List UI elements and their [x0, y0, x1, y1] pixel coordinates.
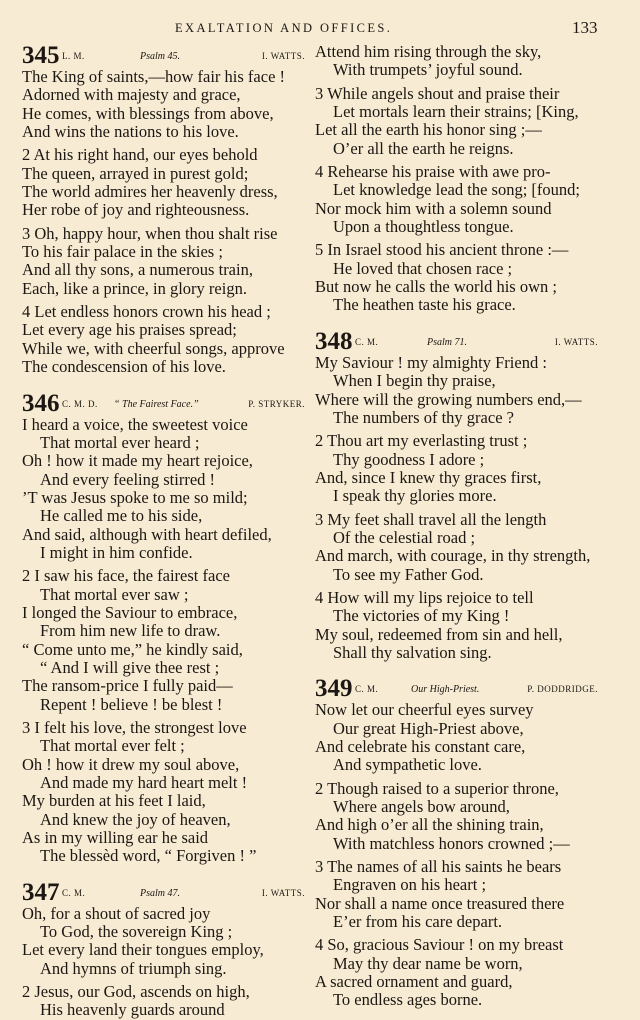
verse-line: That mortal ever felt ; [40, 737, 185, 756]
verse-line: The ransom-price I fully paid— [22, 677, 233, 696]
verse-line: 2 At his right hand, our eyes behold [22, 146, 258, 165]
hymn-header [22, 43, 307, 68]
verse-line: 4 Let endless honors crown his head ; [22, 303, 271, 322]
verse-line: His heavenly guards around [40, 1001, 225, 1020]
hymn-347-continued [315, 43, 600, 315]
verse-line: 3 While angels shout and praise their [315, 84, 560, 103]
verse-line: Where will the growing numbers end,— [315, 390, 582, 409]
hymn-title: Psalm 45. [140, 51, 180, 62]
verse-line: ’T was Jesus spoke to me so mild; [22, 488, 248, 507]
verse-line: Each, like a prince, in glory reign. [22, 279, 247, 298]
hymn-author: I. WATTS. [261, 51, 305, 61]
verse-line: From him new life to draw. [40, 622, 221, 641]
verse-line: He loved that chosen race ; [333, 259, 513, 278]
verse-line: My soul, redeemed from sin and hell, [315, 625, 563, 644]
verse-line: With trumpets’ joyful sound. [333, 61, 523, 80]
hymn-meter: C. M. [62, 887, 86, 898]
hymn-header [22, 880, 307, 905]
hymn-349 [315, 676, 600, 1010]
hymn-number: 347 [22, 878, 60, 906]
verse-line: And wins the nations to his love. [22, 123, 239, 142]
hymn-number: 345 [22, 42, 60, 69]
hymn-title: “ The Fairest Face.” [114, 398, 199, 410]
verse-line: 2 Jesus, our God, ascends on high, [22, 983, 250, 1002]
verse-line: Let knowledge lead the song; [found; [333, 181, 580, 200]
verse-line: Repent ! believe ! be blest ! [40, 695, 223, 714]
page-header [0, 16, 640, 40]
verse-line: Upon a thoughtless tongue. [333, 218, 514, 237]
verse-line: Attend him rising through the sky, [315, 43, 542, 61]
verse-line: Adorned with majesty and grace, [22, 86, 241, 105]
verse-line: And celebrate his constant care, [315, 738, 526, 756]
hymn-author: I. WATTS. [554, 336, 598, 347]
verse-line: To endless ages borne. [333, 991, 483, 1010]
verse-line: 4 How will my lips rejoice to tell [315, 588, 534, 607]
verse-line: Engraven on his heart ; [333, 876, 487, 895]
hymn-title: Psalm 71. [427, 336, 467, 348]
verse-line: May thy dear name be worn, [333, 954, 523, 973]
hymn-header [315, 676, 600, 701]
verse-line: As in my willing ear he said [22, 829, 209, 848]
verse-line: And made my hard heart melt ! [40, 774, 248, 793]
verse-line: 4 So, gracious Saviour ! on my breast [315, 936, 564, 955]
verse-line: Nor mock him with a solemn sound [315, 199, 552, 218]
hymn-gap [315, 662, 600, 676]
verse-line: 3 The names of all his saints he bears [315, 858, 562, 877]
verse-line: “ Come unto me,” he kindly said, [22, 640, 243, 659]
verse-line: The condescension of his love. [22, 358, 226, 377]
verse-line: 3 My feet shall travel all the length [315, 510, 547, 529]
verse-line: And said, although with heart defiled, [22, 525, 272, 544]
hymn-meter: C. M. D. [62, 398, 98, 409]
verse-line: And march, with courage, in thy strength, [315, 547, 591, 566]
verse-line: He comes, with blessings from above, [22, 104, 274, 123]
hymn-header [22, 391, 307, 416]
verse-line: 2 I saw his face, the fairest face [22, 567, 230, 586]
verse-line: Thy goodness I adore ; [333, 450, 485, 469]
verse-line: The numbers of thy grace ? [333, 408, 514, 427]
verse-line: To see my Father God. [333, 565, 484, 584]
verse-line: To his fair palace in the skies ; [22, 243, 223, 262]
hymn-number: 349 [315, 675, 353, 703]
verse-line: And every feeling stirred ! [40, 470, 216, 489]
verse-line: 4 Rehearse his praise with awe pro- [315, 163, 551, 182]
right-column [315, 43, 600, 1010]
verse-line: And hymns of triumph sing. [40, 959, 227, 978]
page-number: 133 [572, 18, 598, 37]
verse-line: Where angels bow around, [333, 798, 510, 817]
hymn-gap [315, 315, 600, 329]
verse-line: 5 In Israel stood his ancient throne :— [315, 241, 569, 260]
left-column [22, 43, 307, 1020]
hymn-number: 348 [315, 327, 353, 355]
verse-line: I speak thy glories more. [333, 487, 497, 506]
hymn-author: P. STRYKER. [248, 398, 305, 409]
hymn-title: Our High-Priest. [411, 684, 480, 696]
verse-line: Oh ! how it made my heart rejoice, [22, 452, 253, 471]
verse-line: Let every land their tongues employ, [22, 941, 264, 960]
verse-line: The victories of my King ! [333, 607, 510, 626]
verse-line: I heard a voice, the sweetest voice [22, 415, 248, 434]
verse-line: The blessèd word, “ Forgiven ! ” [40, 847, 257, 866]
hymn-author: P. DODDRIDGE. [527, 684, 598, 695]
running-title: EXALTATION AND OFFICES. [175, 21, 393, 35]
verse-line: My Saviour ! my almighty Friend : [315, 353, 547, 372]
hymn-346 [22, 391, 307, 866]
verse-line: The King of saints,—how fair his face ! [22, 68, 286, 86]
verse-line: When I begin thy praise, [333, 372, 496, 391]
verse-line: The queen, arrayed in purest gold; [22, 164, 249, 183]
hymn-title: Psalm 47. [140, 887, 180, 899]
hymn-348 [315, 329, 600, 663]
hymn-header [315, 329, 600, 354]
verse-line: Nor shall a name once treasured there [315, 894, 565, 913]
verse-line: With matchless honors crowned ;— [333, 834, 570, 853]
verse-line: And knew the joy of heaven, [40, 810, 231, 829]
verse-line: 3 Oh, happy hour, when thou shalt rise [22, 224, 278, 243]
verse-line: I might in him confide. [40, 543, 193, 562]
verse-line: 2 Though raised to a superior throne, [315, 779, 559, 798]
verse-line: “ And I will give thee rest ; [40, 658, 220, 677]
hymn-gap [22, 377, 307, 391]
verse-line: Our great High-Priest above, [333, 719, 524, 738]
verse-line: While we, with cheerful songs, approve [22, 339, 285, 358]
verse-line: Let every age his praises spread; [22, 321, 237, 340]
verse-line: 3 I felt his love, the strongest love [22, 719, 247, 737]
verse-line: That mortal ever heard ; [40, 433, 200, 452]
verse-line: And high o’er all the shining train, [315, 816, 544, 835]
verse-line: And, since I knew thy graces first, [315, 468, 542, 487]
verse-line: The world admires her heavenly dress, [22, 183, 278, 202]
verse-line: And sympathetic love. [333, 756, 482, 775]
verse-line: That mortal ever saw ; [40, 585, 189, 604]
verse-line: Shall thy salvation sing. [333, 643, 492, 662]
verse-line: But now he calls the world his own ; [315, 278, 557, 297]
hymn-meter: C. M. [355, 336, 379, 347]
verse-line: My burden at his feet I laid, [22, 792, 206, 811]
hymn-meter: C. M. [355, 684, 379, 695]
verse-line: And all thy sons, a numerous train, [22, 261, 253, 280]
verse-line: The heathen taste his grace. [333, 296, 516, 315]
verse-line: 2 Thou art my everlasting trust ; [315, 432, 528, 451]
verse-line: Let mortals learn their strains; [King, [333, 103, 579, 122]
verse-line: He called me to his side, [40, 507, 203, 526]
verse-line: I longed the Saviour to embrace, [22, 603, 238, 622]
hymn-345 [22, 43, 307, 377]
hymn-meter: L. M. [62, 51, 85, 61]
verse-line: Oh ! how it drew my soul above, [22, 755, 240, 774]
hymn-347 [22, 880, 307, 1020]
verse-line: To God, the sovereign King ; [40, 923, 233, 942]
hymn-gap [22, 866, 307, 880]
hymn-number: 346 [22, 389, 60, 417]
verse-line: Oh, for a shout of sacred joy [22, 904, 211, 923]
verse-line: E’er from his care depart. [333, 913, 503, 932]
verse-line: Now let our cheerful eyes survey [315, 701, 534, 720]
verse-line: O’er all the earth he reigns. [333, 139, 514, 158]
hymn-author: I. WATTS. [261, 887, 305, 898]
verse-line: A sacred ornament and guard, [315, 973, 513, 992]
verse-line: Her robe of joy and righteousness. [22, 201, 250, 220]
verse-line: Of the celestial road ; [333, 528, 476, 547]
verse-line: Let all the earth his honor sing ;— [315, 121, 542, 140]
